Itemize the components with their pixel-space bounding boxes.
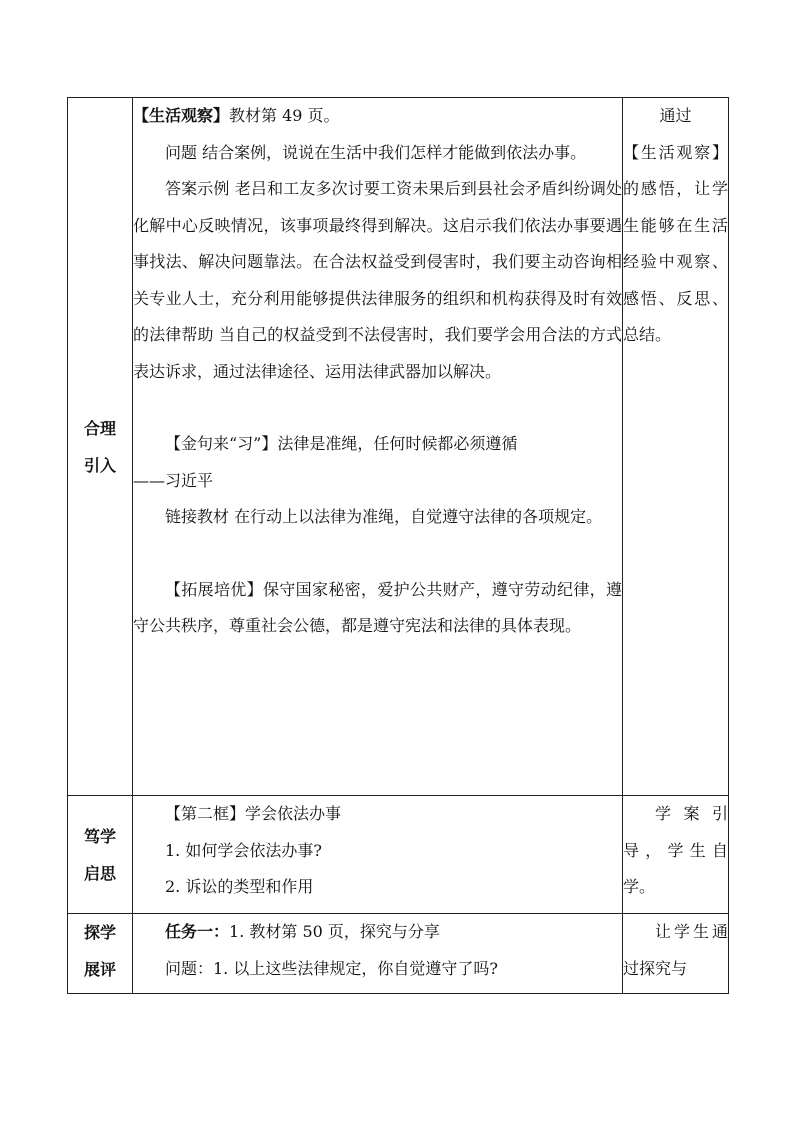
- study-item-1: 1. 如何学会依法办事?: [165, 840, 322, 860]
- study-side-note: [623, 796, 729, 914]
- spacer: [133, 536, 622, 572]
- answer-paragraph: 答案示例 老吕和工友多次讨要工资未果后到县社会矛盾纠纷调处化解中心反映情况，该事项最终得到解决。这启示我们依法办事要遇事找法、解决问题靠法。在合法权益受到侵害时，我们要主动咨询相关专业人士，充分利用能够提供法律服务的组织和机构获得及时有效的法律帮助 当自己的权益受到不法侵害时，我们要学会用合法的方式表达诉求，通过法律途径、运用法律武器加以解决。: [133, 179, 622, 381]
- quote-line: 【金句来“习”】法律是准绳，任何时候都必须遵循: [165, 434, 518, 453]
- task-question: 问题：1. 以上这些法律规定，你自觉遵守了吗?: [165, 958, 498, 978]
- row-label-line-2: 展评: [83, 960, 116, 979]
- row-label-line-2: 引入: [83, 455, 116, 475]
- row-label-study: [68, 796, 133, 914]
- table-row-explore: [68, 914, 729, 994]
- question-paragraph: 问题 结合案例，说说在生活中我们怎样才能做到依法办事。: [165, 142, 587, 162]
- row-label-explore: [68, 914, 133, 994]
- explore-side-note: [623, 914, 729, 994]
- side-note-first-line: 通过: [659, 106, 692, 125]
- quote-author: ——习近平: [133, 470, 214, 490]
- row-label-intro: [68, 98, 133, 796]
- row-label-line-1: 探学: [83, 923, 116, 942]
- side-note-text: 学案引导，学生自学。: [623, 804, 728, 896]
- intro-side-note: [623, 98, 729, 796]
- task-line: [133, 914, 622, 951]
- study-content: [133, 796, 623, 914]
- lesson-plan-table: [67, 97, 729, 994]
- row-label-line-1: 合理: [83, 418, 116, 438]
- study-heading: 【第二框】学会依法办事: [165, 804, 342, 823]
- intro-content: [133, 98, 623, 796]
- task-text: 1. 教材第 50 页，探究与分享: [229, 922, 440, 941]
- row-label-line-2: 启思: [83, 863, 116, 883]
- task-tag: 任务一：: [165, 922, 230, 941]
- explore-content: [133, 914, 623, 994]
- extend-paragraph: 【拓展培优】保守国家秘密，爱护公共财产，遵守劳动纪律，遵守公共秩序，尊重社会公德，都是遵守宪法和法律的具体表现。: [133, 579, 622, 635]
- link-paragraph: 链接教材 在行动上以法律为准绳，自觉遵守法律的各项规定。: [165, 507, 603, 526]
- table-row-intro: [68, 98, 729, 796]
- observation-line: [133, 98, 622, 135]
- observation-tag: 【生活观察】: [133, 106, 230, 125]
- table-row-study: [68, 796, 729, 914]
- observation-text: 教材第 49 页。: [229, 106, 340, 125]
- row-label-line-1: 笃学: [83, 826, 116, 846]
- spacer: [133, 390, 622, 426]
- side-note-text: 让学生通过探究与: [623, 922, 728, 978]
- study-item-2: 2. 诉讼的类型和作用: [165, 877, 314, 896]
- side-note-text: 【生活观察】的感悟，让学生能够在生活经验中观察、感悟、反思、总结。: [623, 142, 728, 344]
